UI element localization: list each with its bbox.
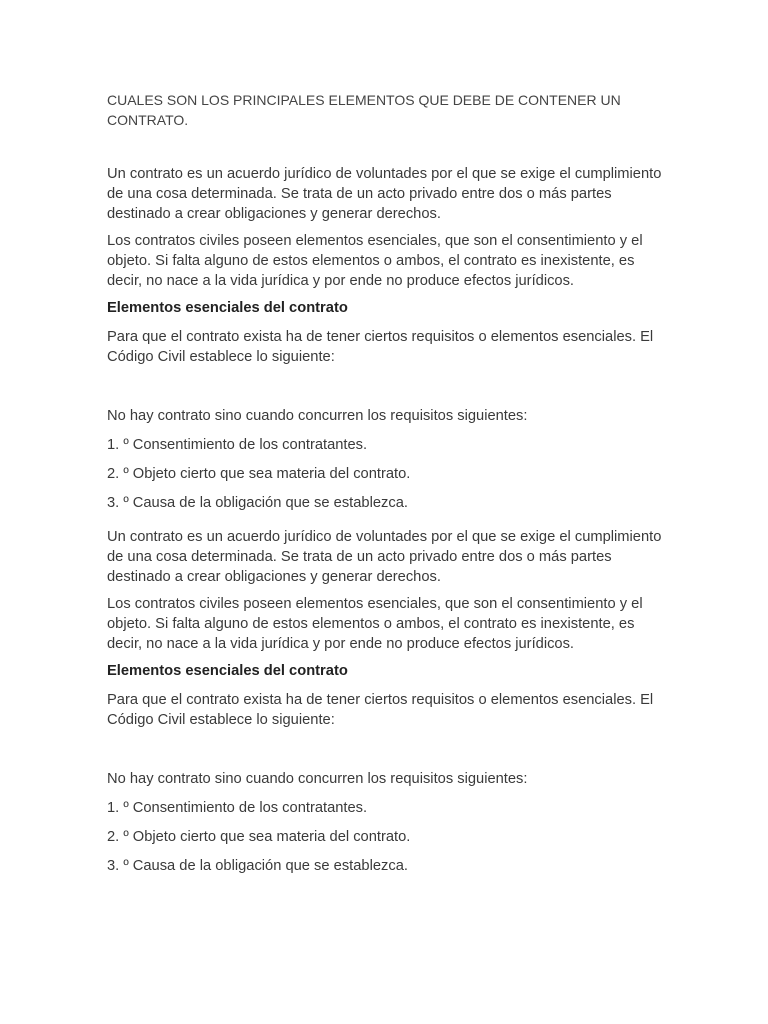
paragraph-essential-elements: Los contratos civiles poseen elementos esenciales, que son el consentimiento y el objeto. Si falta alguno de estos elementos o ambos, el contrato es inexistente, es decir, no nace a la vida jurídica y por ende no produce efectos jurídicos. xyxy=(107,233,643,289)
paragraph-requirements: Para que el contrato exista ha de tener ciertos requisitos o elementos esenciales. El Código Civil establece lo siguiente: xyxy=(107,329,654,365)
document-title: CUALES SON LOS PRINCIPALES ELEMENTOS QUE DEBE DE CONTENER UN CONTRATO. xyxy=(107,92,621,128)
requirement-item: 1. º Consentimiento de los contratantes. xyxy=(107,800,368,816)
section-heading: Elementos esenciales del contrato xyxy=(107,300,348,316)
paragraph-definition: Un contrato es un acuerdo jurídico de voluntades por el que se exige el cumplimiento de una cosa determinada. Se trata de un acto privado entre dos o más partes destinado a crear obligaciones y generar derechos. xyxy=(107,529,662,585)
requirement-item: 1. º Consentimiento de los contratantes. xyxy=(107,437,368,453)
requirement-item: 3. º Causa de la obligación que se establezca. xyxy=(107,858,408,874)
paragraph-requirements: Para que el contrato exista ha de tener ciertos requisitos o elementos esenciales. El Código Civil establece lo siguiente: xyxy=(107,692,654,728)
requirement-item: 2. º Objeto cierto que sea materia del contrato. xyxy=(107,829,411,845)
requirement-item: 3. º Causa de la obligación que se establezca. xyxy=(107,495,408,511)
paragraph-essential-elements: Los contratos civiles poseen elementos esenciales, que son el consentimiento y el objeto. Si falta alguno de estos elementos o ambos, el contrato es inexistente, es decir, no nace a la vida jurídica y por ende no produce efectos jurídicos. xyxy=(107,596,643,652)
section-1 xyxy=(107,164,667,522)
section-heading: Elementos esenciales del contrato xyxy=(107,663,348,679)
requirements-lead: No hay contrato sino cuando concurren los requisitos siguientes: xyxy=(107,771,528,787)
paragraph-definition: Un contrato es un acuerdo jurídico de voluntades por el que se exige el cumplimiento de una cosa determinada. Se trata de un acto privado entre dos o más partes destinado a crear obligaciones y generar derechos. xyxy=(107,166,662,222)
requirements-lead: No hay contrato sino cuando concurren los requisitos siguientes: xyxy=(107,408,528,424)
requirement-item: 2. º Objeto cierto que sea materia del contrato. xyxy=(107,466,411,482)
section-2 xyxy=(107,527,667,885)
